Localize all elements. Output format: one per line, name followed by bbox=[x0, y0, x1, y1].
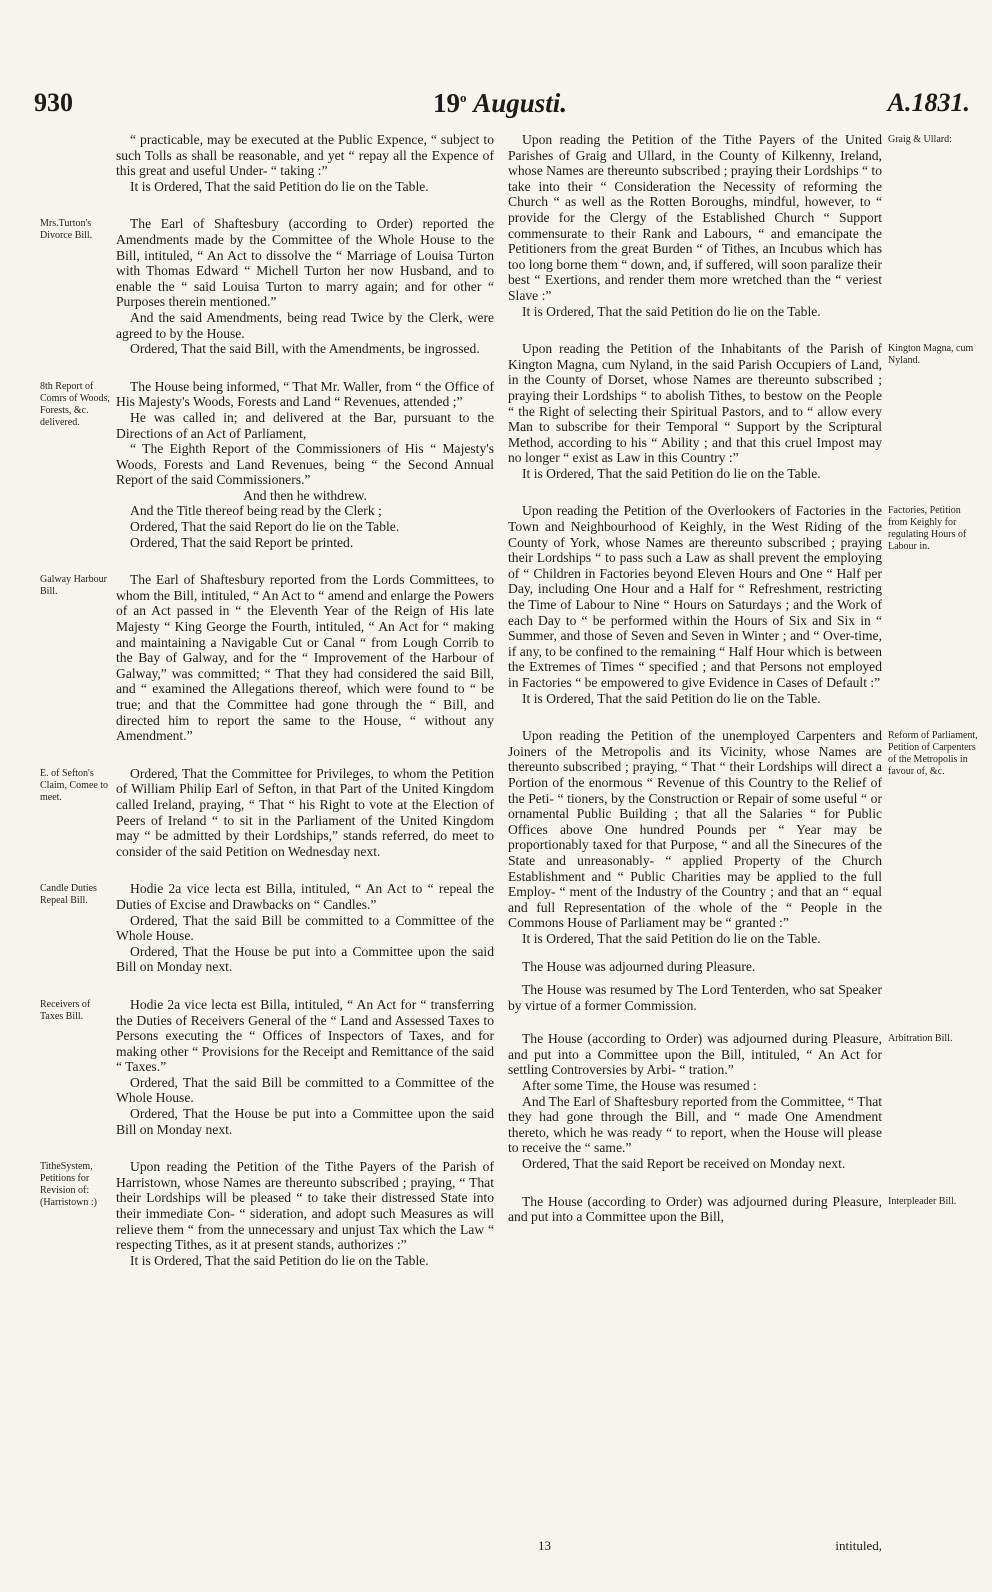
page-header bbox=[30, 88, 970, 124]
entry-galway-harbour bbox=[116, 572, 494, 744]
paragraph: And the said Amendments, being read Twice by the Clerk, were agreed to by the House. bbox=[116, 309, 494, 341]
page-date bbox=[30, 88, 970, 119]
paragraph: After some Time, the House was resumed : bbox=[522, 1078, 757, 1094]
entry-kington-magna bbox=[508, 341, 882, 481]
entry-graig-ullard bbox=[508, 132, 882, 319]
entry-factories bbox=[508, 503, 882, 706]
margin-note: Kington Magna, cum Nyland. bbox=[888, 343, 974, 366]
paragraph: He was called in; and delivered at the Bar, pursuant to the Directions of an Act of Parliament, bbox=[116, 409, 494, 441]
paragraph: It is Ordered, That the said Petition do lie on the Table. bbox=[130, 178, 429, 194]
entry-sefton-claim bbox=[116, 766, 494, 860]
entry-turton-divorce bbox=[116, 216, 494, 356]
margin-note: Graig & Ullard: bbox=[888, 134, 952, 145]
paragraph: Upon reading the Petition of the unemployed Carpenters and Joiners of the Metropolis and its Vicinity, whose Names are thereunto subscribed ; praying, “ That “ their Lordships will direct a Portion of the enormous “ Revenue of this Country to the Relief of the Peti- “ tioners, by the Construction or Repair of some useful “ or ornamental Public Building ; that all the Salaries “ for Public Offices above One hundred Pounds per “ Year may be proportionably taxed for that Purpose, “ and all the Sinecures of the State and unreasonably- “ applied Property of the Church Establishment and “ Public Charities may be applied to the full Employ- “ ment of the Industry of the Country ; and that an “ equal and full Representation of the whole of the “ People in the Commons House of Parliament may be “ granted :” bbox=[508, 728, 882, 931]
paragraph: Upon reading the Petition of the Tithe Payers of the Parish of Harristown, whose Names are thereunto subscribed ; praying, “ That their Lordships will be pleased “ to take their distressed State into their immediate Con- “ sideration, and adopt such Measures as will relieve them “ from the unnecessary and unjust Tax which the Law “ respecting Tithes, as it at present stands, authorizes :” bbox=[116, 1159, 494, 1253]
entry-continuation bbox=[116, 132, 494, 194]
paragraph: The House (according to Order) was adjourned during Pleasure, and put into a Committee upon the Bill, intituled, “ An Act for settling Controversies by Arbi- “ tration.” bbox=[508, 1031, 882, 1078]
paragraph: The Earl of Shaftesbury (according to Order) reported the Amendments made by the Committee of the Whole House to the Bill, intituled, “ An Act to dissolve the “ Marriage of Louisa Turton with Thomas Edward “ Michell Turton her now Husband, and to enable the “ said Louisa Turton to marry again; and for other “ Purposes therein mentioned.” bbox=[116, 216, 494, 310]
entry-harristown bbox=[116, 1159, 494, 1268]
date-number: 19 bbox=[432, 88, 460, 118]
page-year: A.1831. bbox=[887, 88, 970, 117]
paragraph: Ordered, That the said Report be printed. bbox=[130, 534, 354, 550]
entry-woods-report bbox=[116, 379, 494, 551]
paragraph: Ordered, That the House be put into a Committee upon the said Bill on Monday next. bbox=[116, 943, 494, 975]
paragraph: And The Earl of Shaftesbury reported from the Committee, “ That they had gone through the Bill, and “ made One Amendment thereto, which he was ready “ to report, when the House will please to receive the “ same.” bbox=[508, 1093, 883, 1156]
left-column bbox=[116, 132, 494, 1268]
paragraph: Upon reading the Petition of the Overlookers of Factories in the Town and Neighbourhood of Keighly, in the West Riding of the County of York, whose Names are thereunto subscribed ; praying their Lordships “ to pass such a Law as shall prevent the employing of “ Children in Factories beyond Eleven Hours and One “ Half per Day, including One Hour and a Half for “ Refreshment, restricting the Time of Labour to Nine “ Hours on Saturdays ; and the Work of each Day to “ be performed within the Hours of Six and Six in “ Summer, and those of Seven and Seven in Winter ; and “ Over-time, if any, to be confined to the remaining “ Half Hour which is between the Extremes of Times “ specified ; and that Persons not employed in Factories “ be empowered to give Evidence in Cases of Default :” bbox=[508, 503, 882, 690]
paragraph: Upon reading the Petition of the Tithe Payers of the United Parishes of Graig and Ullard, in the County of Kilkenny, Ireland, whose Names are thereunto subscribed ; praying their Lordships “ to take into their “ Consideration the Necessity of reforming the Church “ as well as the Rotten Boroughs, mindful, however, to “ provide for the Clergy of the Established Church “ Support commensurate to their Rank and Labours, “ and emancipate the Petitioners from the great Burden “ of Tithes, an Incubus which has too long borne them “ down, and, if suffered, will soon paralize their best “ Exertions, and render them more wretched than the “ veriest Slave :” bbox=[508, 132, 882, 303]
paragraph: The House was adjourned during Pleasure. bbox=[522, 958, 756, 974]
paragraph: “ The Eighth Report of the Commissioners of His “ Majesty's Woods, Forests and Land Revenues, being “ the Second Annual Report of the said Commissioners.” bbox=[116, 441, 494, 488]
paragraph: And then he withdrew. bbox=[243, 487, 367, 503]
catchword: intituled, bbox=[835, 1538, 882, 1553]
margin-note: Reform of Parliament, Petition of Carpenters of the Metropolis in favour of, &c. bbox=[888, 730, 978, 777]
entry-reform-parliament bbox=[508, 728, 882, 946]
paragraph: Ordered, That the said Bill be committed to a Committee of the Whole House. bbox=[116, 1074, 494, 1106]
paragraph: The Earl of Shaftesbury reported from the Lords Committees, to whom the Bill, intituled, “ An Act to “ amend and enlarge the Powers of an Act passed in “ the Eleventh Year of the Reign of His late Majesty “ King George the Fourth, intituled, “ An Act for “ making and maintaining a Navigable Cut or Canal “ from Lough Corrib to the Bay of Galway, and for the “ Improvement of the Harbour of Galway,” was committed; “ That they had considered the said Bill, and “ examined the Allegations thereof, which were found to “ be true; and that the Committee had gone through the “ Bill, and directed him to report the same to the House, “ without any Amendment.” bbox=[116, 572, 494, 744]
margin-note: Mrs.Turton's Divorce Bill. bbox=[40, 218, 93, 241]
entry-receivers-taxes bbox=[116, 997, 494, 1137]
paragraph: It is Ordered, That the said Petition do lie on the Table. bbox=[522, 465, 821, 481]
paragraph: Ordered, That the said Report do lie on the Table. bbox=[130, 519, 400, 535]
paragraph: Upon reading the Petition of the Inhabitants of the Parish of Kington Magna, cum Nyland, in the said Parish Occupiers of Land, in the County of Dorset, whose Names are thereunto subscribed ; praying their Lordships “ to abolish Tithes, to bestow on the People “ the Right of selecting their Spiritual Pastors, and to “ allow every Man to subscribe for their Temporal “ Support by the Scriptural Method, according to his “ Ability ; and that this cruel Impost may no longer “ exist as Law in this Country :” bbox=[508, 341, 882, 466]
paragraph: Ordered, That the said Report be received on Monday next. bbox=[522, 1156, 846, 1172]
paragraph: It is Ordered, That the said Petition do lie on the Table. bbox=[522, 303, 821, 319]
paragraph: Ordered, That the said Bill, with the Amendments, be ingrossed. bbox=[130, 341, 480, 357]
margin-note: Interpleader Bill. bbox=[888, 1196, 957, 1207]
margin-note: Arbitration Bill. bbox=[888, 1033, 953, 1044]
entry-interpleader bbox=[508, 1194, 882, 1225]
margin-note: E. of Sefton's Claim, Comee to meet. bbox=[40, 768, 109, 803]
entry-adjournment bbox=[508, 959, 882, 1014]
paragraph: It is Ordered, That the said Petition do lie on the Table. bbox=[130, 1252, 429, 1268]
margin-note: Factories, Petition from Keighly for regulating Hours of Labour in. bbox=[888, 505, 967, 552]
margin-note: Candle Duties Repeal Bill. bbox=[40, 883, 97, 906]
page-footer bbox=[508, 1538, 882, 1558]
paragraph: Ordered, That the House be put into a Committee upon the said Bill on Monday next. bbox=[116, 1106, 494, 1137]
page-number: 930 bbox=[34, 88, 73, 117]
paragraph: The House was resumed by The Lord Tenterden, who sat Speaker by virtue of a former Commission. bbox=[508, 982, 882, 1013]
margin-note: TitheSystem, Petitions for Revision of: (Harristown :) bbox=[40, 1161, 97, 1208]
date-word: Augusti. bbox=[473, 88, 568, 118]
paragraph: Ordered, That the said Bill be committed to a Committee of the Whole House. bbox=[116, 912, 494, 944]
entry-candle-duties bbox=[116, 881, 494, 975]
paragraph: The House (according to Order) was adjourned during Pleasure, and put into a Committee upon the Bill, bbox=[508, 1193, 882, 1225]
date-superscript: o bbox=[459, 90, 467, 105]
paragraph: Ordered, That the Committee for Privileges, to whom the Petition of William Philip Earl of Sefton, in that Part of the United Kingdom called Ireland, praying, “ That “ his Right to vote at the Election of Peers of Ireland “ to sit in the Parliament of the United Kingdom may “ be admitted by their Lordships,” stands referred, do meet to consider of the said Petition on Wednesday next. bbox=[116, 765, 494, 859]
paragraph: It is Ordered, That the said Petition do lie on the Table. bbox=[522, 690, 821, 706]
signature-mark: 13 bbox=[538, 1538, 551, 1553]
margin-note: 8th Report of Comrs of Woods, Forests, &c. delivered. bbox=[40, 381, 110, 428]
margin-note: Receivers of Taxes Bill. bbox=[40, 999, 91, 1022]
margin-note: Galway Harbour Bill. bbox=[40, 574, 107, 597]
paragraph: It is Ordered, That the said Petition do lie on the Table. bbox=[522, 930, 821, 946]
entry-arbitration bbox=[508, 1031, 882, 1171]
paragraph: Hodie 2a vice lecta est Billa, intituled, “ An Act for “ transferring the Duties of Receivers General of the “ Land and Assessed Taxes to Persons executing the “ Offices of Inspectors of Taxes, and for making other “ Provisions for the Receipt and Remittance of the said “ Taxes.” bbox=[116, 996, 494, 1075]
paragraph: The House being informed, “ That Mr. Waller, from “ the Office of His Majesty's Woods, Forests and Land “ Revenues, attended ;” bbox=[116, 378, 494, 410]
right-column bbox=[508, 132, 882, 1225]
paragraph: And the Title thereof being read by the Clerk ; bbox=[130, 503, 382, 519]
paragraph: Hodie 2a vice lecta est Billa, intituled, “ An Act to “ repeal the Duties of Excise and Drawbacks on “ Candles.” bbox=[116, 881, 494, 912]
paragraph: “ practicable, may be executed at the Public Expence, “ subject to such Tolls as shall be reasonable, and yet “ repay all the Expence of this great and useful Under- “ taking :” bbox=[116, 132, 494, 179]
